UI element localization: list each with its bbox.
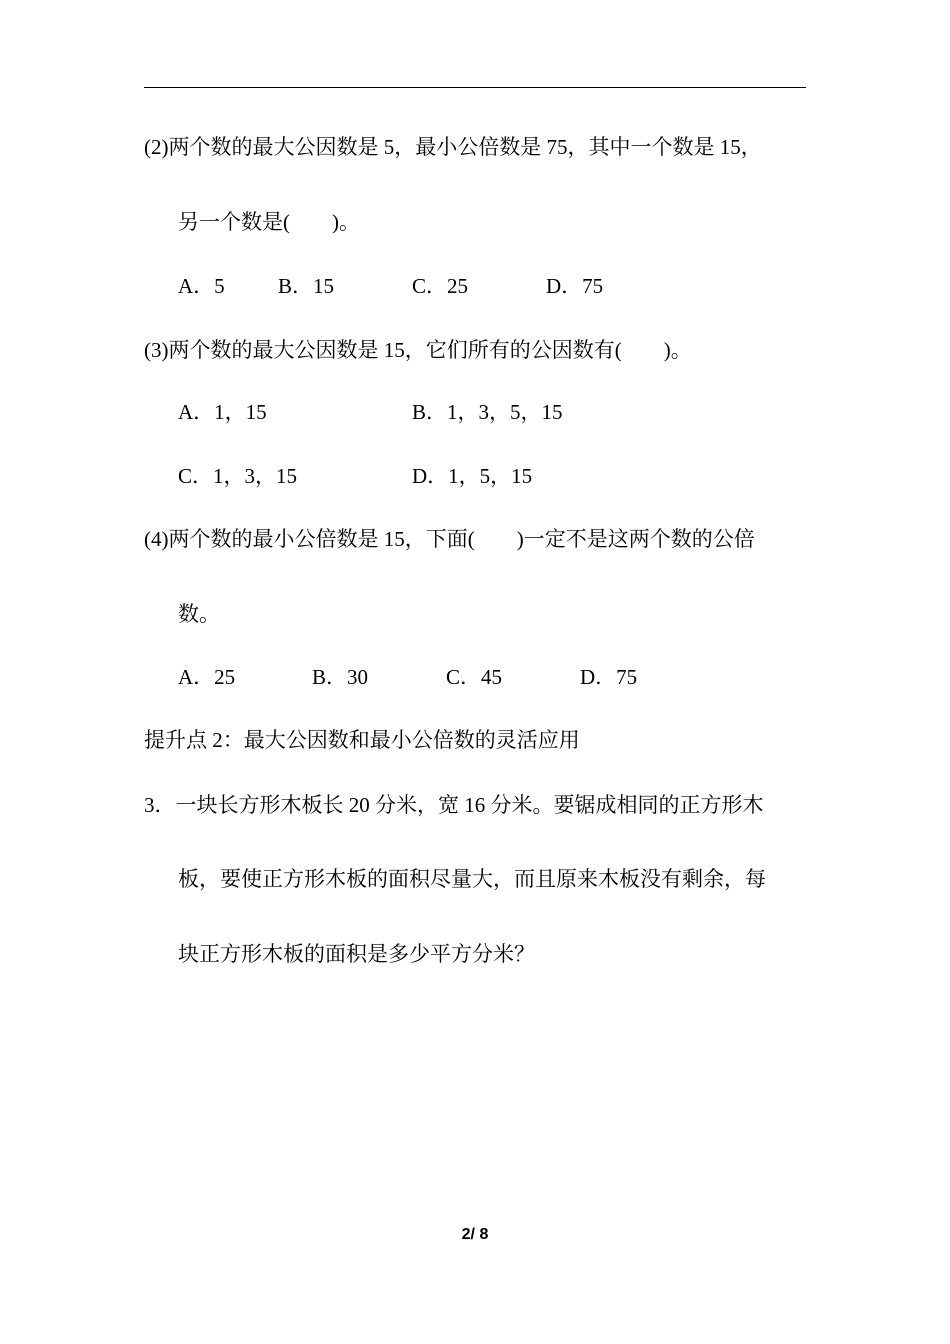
q3-option-a: A．1，15	[178, 400, 267, 424]
section-heading: 提升点 2：最大公因数和最小公倍数的灵活应用	[144, 728, 580, 752]
q4-option-a: A．25	[178, 665, 236, 689]
q2-option-a: A．5	[178, 274, 225, 298]
problem3-line2: 板，要使正方形木板的面积尽量大，而且原来木板没有剩余，每	[178, 867, 766, 891]
q3-option-b: B．1，3，5，15	[412, 400, 563, 424]
q4-option-b: B．30	[312, 665, 369, 689]
header-rule	[144, 87, 806, 88]
q2-option-d: D．75	[546, 274, 604, 298]
page-number: 2/ 8	[461, 1226, 489, 1243]
q2-line1: (2)两个数的最大公因数是 5，最小公倍数是 75，其中一个数是 15，	[144, 135, 762, 159]
q2-option-b: B．15	[278, 274, 335, 298]
q2-option-c: C．25	[412, 274, 469, 298]
q4-option-c: C．45	[446, 665, 503, 689]
q2-line2: 另一个数是( )。	[178, 210, 360, 234]
q3-line1: (3)两个数的最大公因数是 15，它们所有的公因数有( )。	[144, 338, 692, 362]
q3-option-d: D．1，5，15	[412, 464, 533, 488]
problem3-line3: 块正方形木板的面积是多少平方分米？	[178, 942, 535, 966]
q4-line2: 数。	[178, 602, 220, 626]
q4-line1: (4)两个数的最小公倍数是 15，下面( )一定不是这两个数的公倍	[144, 527, 755, 551]
q4-option-d: D．75	[580, 665, 638, 689]
problem3-line1: 3．一块长方形木板长 20 分米，宽 16 分米。要锯成相同的正方形木	[144, 793, 764, 817]
q3-option-c: C．1，3，15	[178, 464, 298, 488]
